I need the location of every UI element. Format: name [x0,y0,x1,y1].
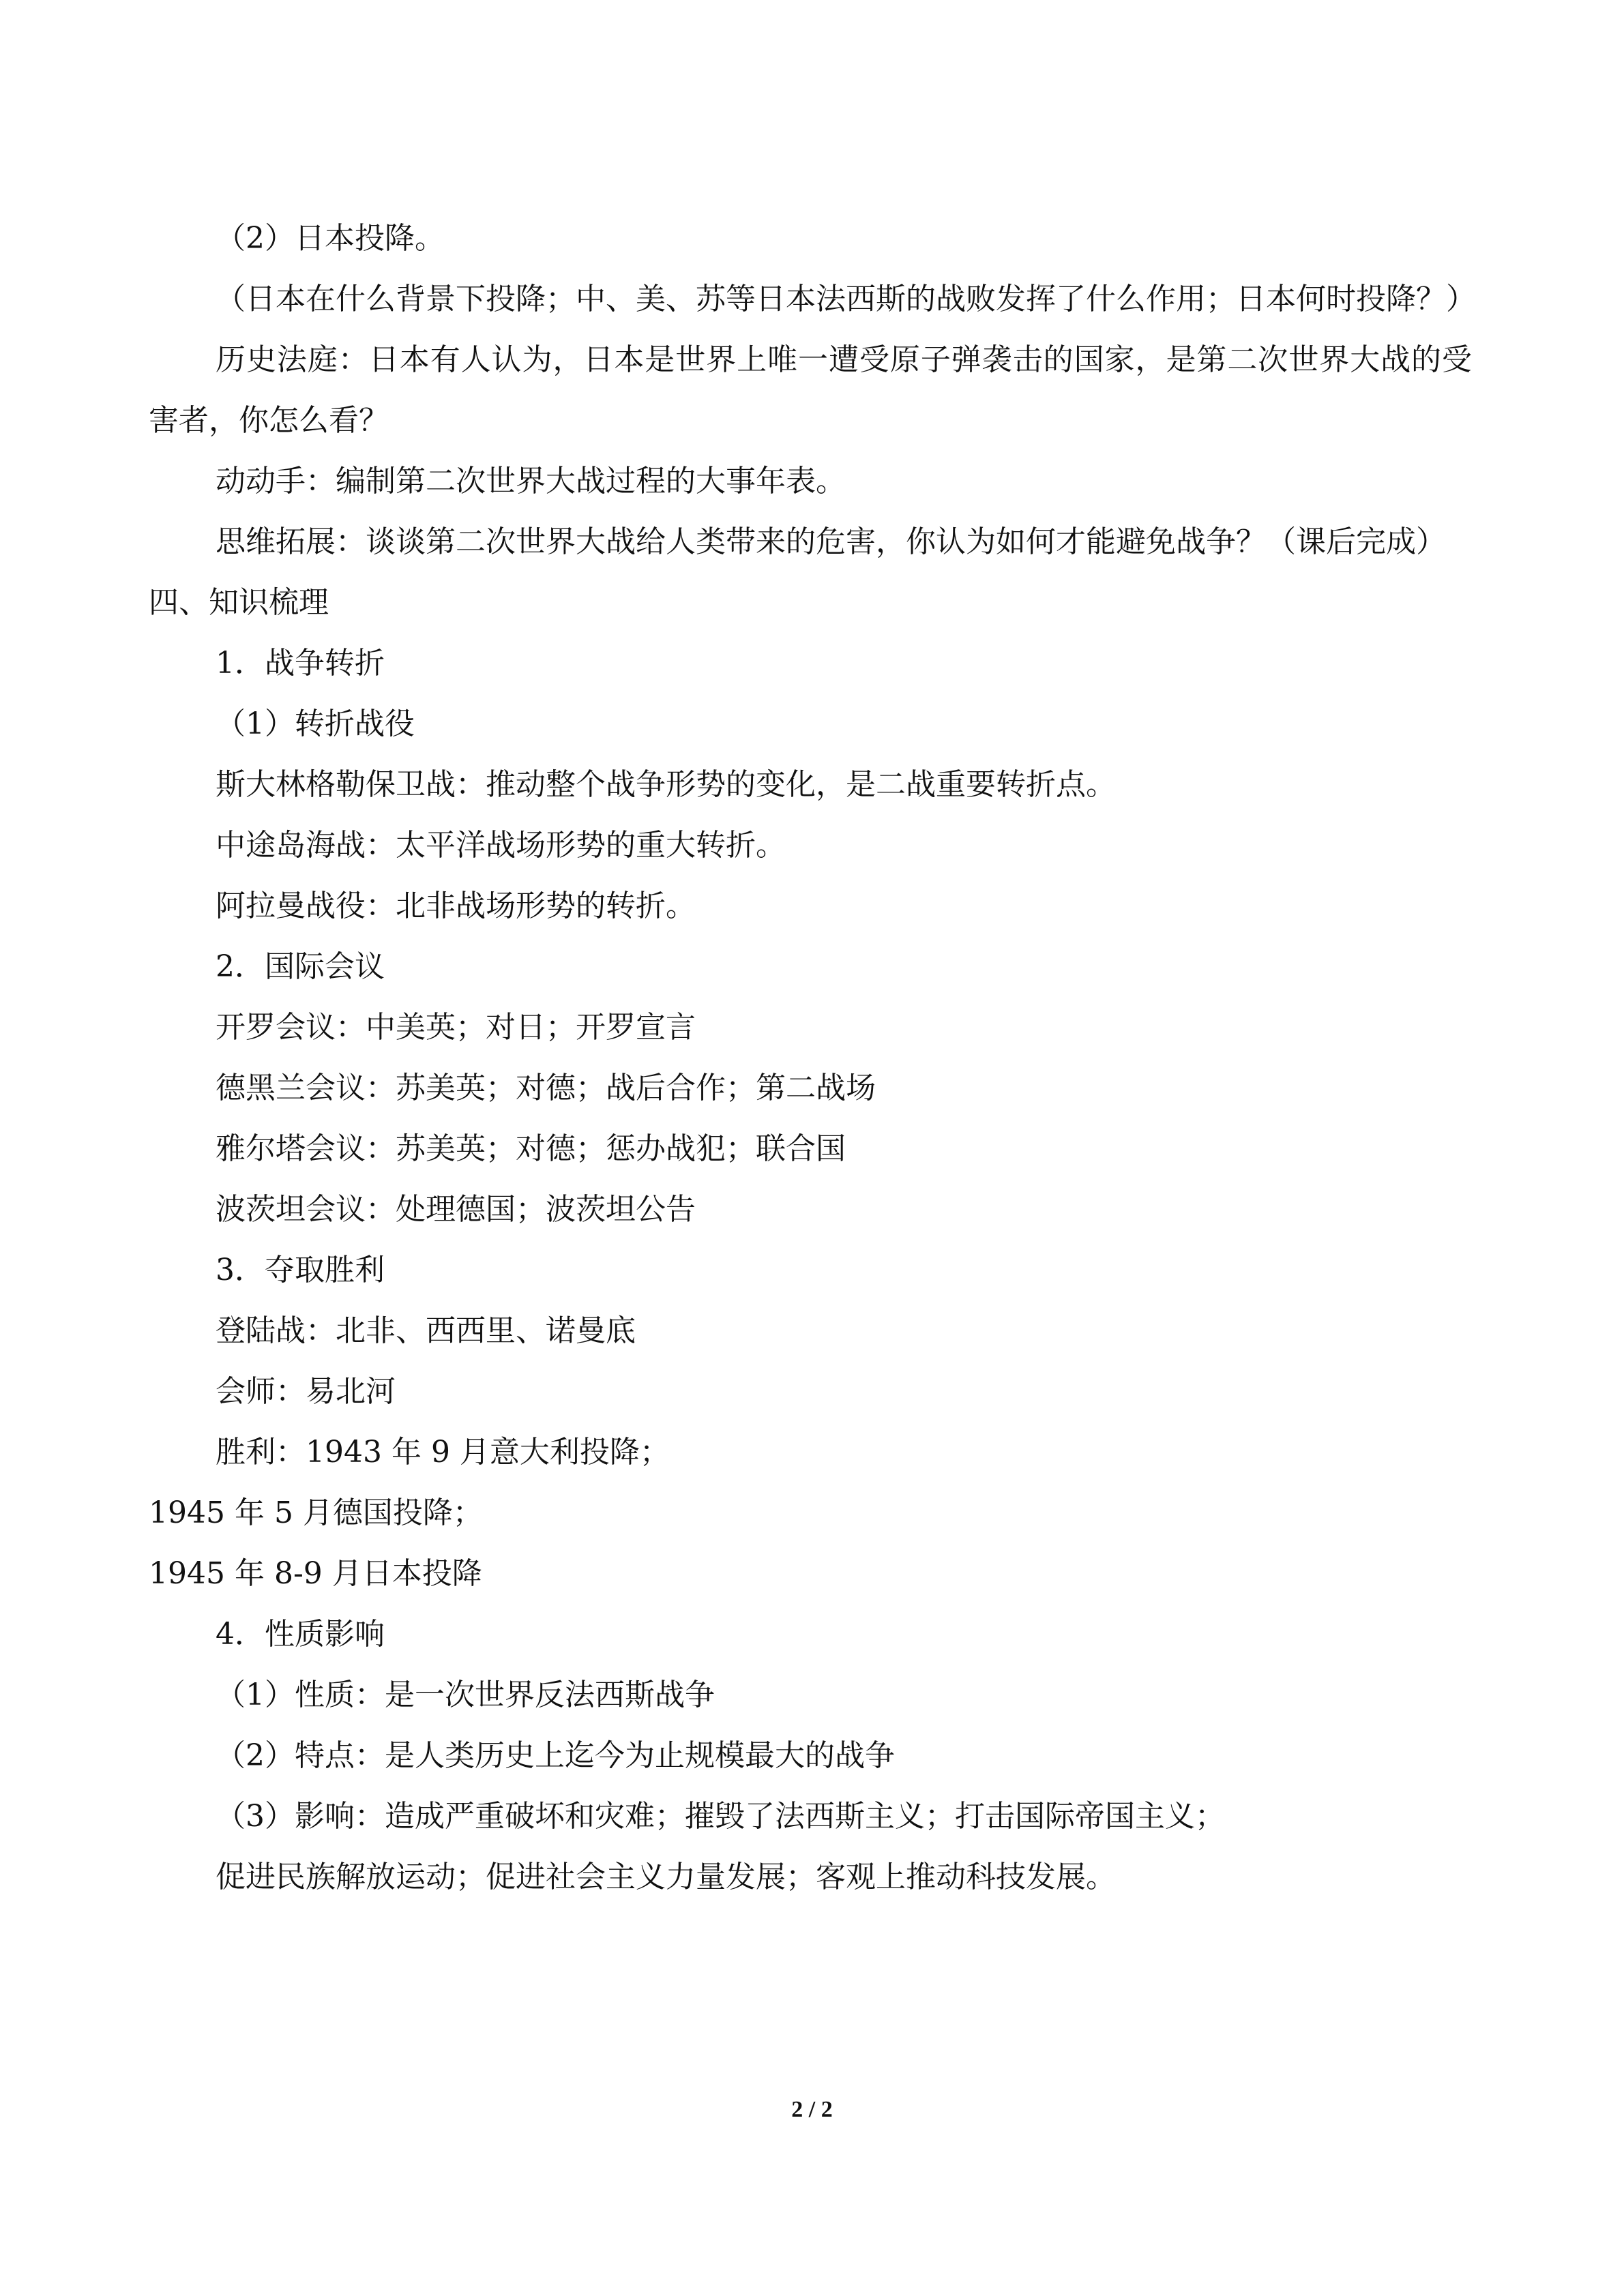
list-item-landings: 登陆战：北非、西西里、诺曼底 [216,1313,636,1348]
list-item-tehran-conference: 德黑兰会议：苏美英；对德；战后合作；第二战场 [216,1071,876,1105]
list-item-potsdam-conference: 波茨坦会议：处理德国；波茨坦公告 [216,1192,696,1227]
subheading-war-turning-point: 1．战争转折 [216,646,385,681]
paragraph-japan-surrender-heading: （2）日本投降。 [216,221,445,256]
list-item-impact: （3）影响：造成严重破坏和灾难；摧毁了法西斯主义；打击国际帝国主义； [216,1799,1225,1834]
list-item-yalta-conference: 雅尔塔会议：苏美英；对德；惩办战犯；联合国 [216,1131,846,1166]
paragraph-thinking-extension: 思维拓展：谈谈第二次世界大战给人类带来的危害，你认为如何才能避免战争？（课后完成） [216,524,1446,559]
page-number: 2 / 2 [791,2097,833,2122]
paragraph-surrender-questions: （日本在什么背景下投降；中、美、苏等日本法西斯的战败发挥了什么作用；日本何时投降？） [216,282,1476,316]
subheading-winning-victory: 3．夺取胜利 [216,1253,385,1287]
list-item-elbe-meeting: 会师：易北河 [216,1374,396,1409]
list-item-stalingrad: 斯大林格勒保卫战：推动整个战争形势的变化，是二战重要转折点。 [216,767,1116,802]
list-item-midway: 中途岛海战：太平洋战场形势的重大转折。 [216,828,786,863]
subheading-turning-battles: （1）转折战役 [216,706,415,741]
subheading-nature-impact: 4．性质影响 [216,1617,385,1652]
list-item-victory-germany: 1945 年 5 月德国投降； [149,1495,483,1530]
list-item-cairo-conference: 开罗会议：中美英；对日；开罗宣言 [216,1010,696,1045]
subheading-international-conferences: 2．国际会议 [216,949,385,984]
paragraph-hands-on: 动动手：编制第二次世界大战过程的大事年表。 [216,464,846,498]
list-item-impact-continued: 促进民族解放运动；促进社会主义力量发展；客观上推动科技发展。 [216,1860,1116,1894]
list-item-el-alamein: 阿拉曼战役：北非战场形势的转折。 [216,889,696,923]
list-item-nature: （1）性质：是一次世界反法西斯战争 [216,1678,715,1712]
paragraph-history-court: 历史法庭：日本有人认为，日本是世界上唯一遭受原子弹袭击的国家，是第二次世界大战的受害者，你怎么看？ [149,342,1472,438]
list-item-victory-italy: 胜利：1943 年 9 月意大利投降； [216,1435,670,1470]
list-item-characteristics: （2）特点：是人类历史上迄今为止规模最大的战争 [216,1738,895,1773]
document-body [149,208,1476,1907]
list-item-victory-japan: 1945 年 8-9 月日本投降 [149,1556,482,1591]
section-heading-knowledge-summary: 四、知识梳理 [149,585,329,620]
